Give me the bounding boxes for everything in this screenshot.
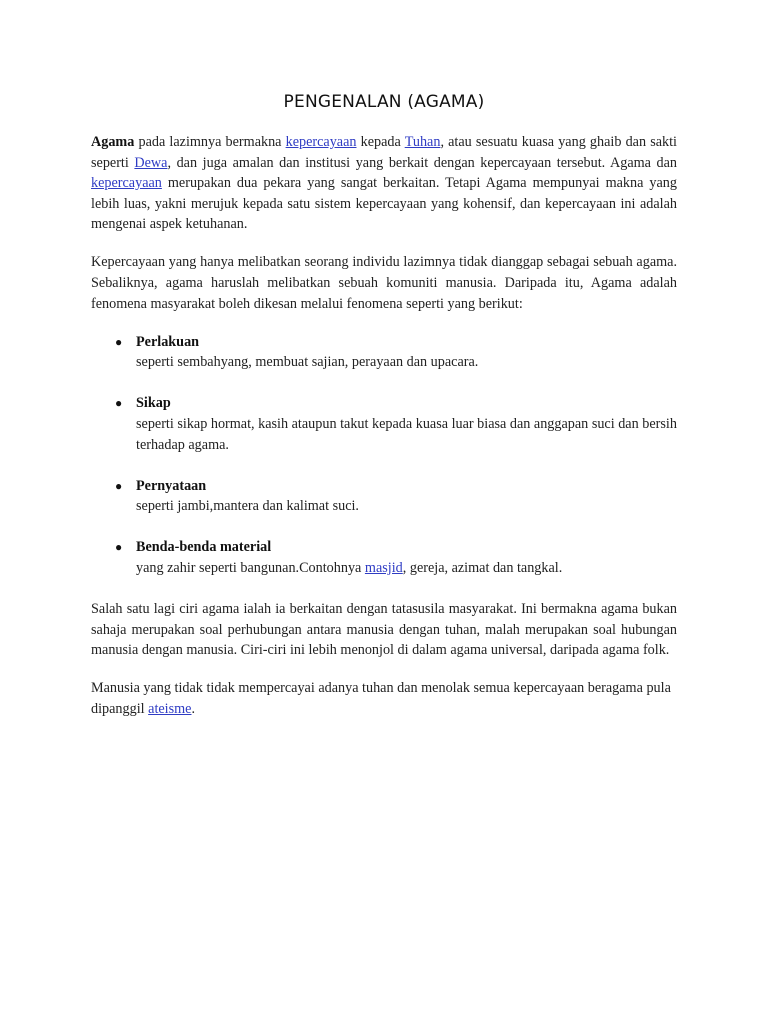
list-item — [91, 393, 677, 455]
list-item — [91, 332, 677, 373]
list-item-heading: Perlakuan — [136, 333, 200, 350]
list-item — [91, 537, 677, 578]
link-tuhan[interactable]: Tuhan — [404, 134, 441, 150]
list-item — [91, 476, 677, 517]
text-run: , atau sesuatu kuasa yang ghaib dan sakti seperti — [91, 134, 677, 171]
term-agama: Agama — [91, 134, 135, 150]
paragraph-community: Kepercayaan yang hanya melibatkan seorang individu lazimnya tidak dianggap sebagai sebuah agama. Sebaliknya, agama haruslah melibatkan sebuah komuniti manusia. Daripada itu, Agama adalah fenomena masyarakat boleh dikesan melalui fenomena seperti yang berikut: — [91, 254, 677, 312]
text-run: , dan juga amalan dan institusi yang berkait dengan kepercayaan tersebut. Agama dan — [167, 154, 677, 171]
text-run: merupakan dua pekara yang sangat berkaitan. Tetapi Agama mempunyai makna yang lebih luas, yakni merujuk kepada satu sistem kepercayaan yang kohensif, dan kepercayaan ini adalah mengenai aspek ketuhanan. — [91, 175, 677, 233]
list-item-description: seperti jambi,mantera dan kalimat suci. — [136, 498, 359, 515]
text-run: , gereja, azimat dan tangkal. — [402, 560, 563, 576]
paragraph-ethics: Salah satu lagi ciri agama ialah ia berkaitan dengan tatasusila masyarakat. Ini bermakna agama bukan sahaja merupakan soal perhubungan antara manusia dengan tuhan, malah merupakan soal hubungan manusia dengan manusia. Ciri-ciri ini lebih menonjol di dalam agama universal, daripada agama folk. — [91, 601, 677, 659]
text-run: Manusia yang tidak tidak mempercayai adanya tuhan dan menolak semua kepercayaan beragama pula dipanggil — [91, 680, 671, 717]
text-run: kepada — [356, 134, 405, 150]
bullet-icon: ● — [115, 478, 123, 493]
list-item-heading: Sikap — [136, 395, 171, 412]
list-item-description: seperti sembahyang, membuat sajian, perayaan dan upacara. — [136, 354, 479, 371]
text-run: yang zahir seperti bangunan.Contohnya — [136, 560, 365, 576]
list-item-description — [136, 558, 677, 579]
link-ateisme[interactable]: ateisme — [148, 700, 192, 717]
bullet-icon: ● — [115, 334, 123, 349]
bullet-icon: ● — [115, 396, 123, 411]
bullet-icon: ● — [115, 540, 123, 555]
paragraph-intro — [91, 132, 677, 235]
document-page — [91, 92, 677, 737]
list-item-heading: Benda-benda material — [136, 539, 272, 556]
page-title: PENGENALAN (AGAMA) — [283, 92, 485, 112]
text-run: pada lazimnya bermakna — [134, 134, 286, 150]
link-kepercayaan-2[interactable]: kepercayaan — [91, 175, 162, 192]
phenomena-list — [91, 332, 677, 579]
text-run: . — [191, 700, 196, 717]
paragraph-atheism — [91, 678, 677, 719]
list-item-description: seperti sikap hormat, kasih ataupun takut kepada kuasa luar biasa dan anggapan suci dan bersih terhadap agama. — [136, 416, 677, 453]
list-item-heading: Pernyataan — [136, 477, 207, 494]
link-masjid[interactable]: masjid — [364, 560, 403, 576]
link-dewa[interactable]: Dewa — [134, 154, 168, 171]
link-kepercayaan[interactable]: kepercayaan — [285, 134, 357, 150]
